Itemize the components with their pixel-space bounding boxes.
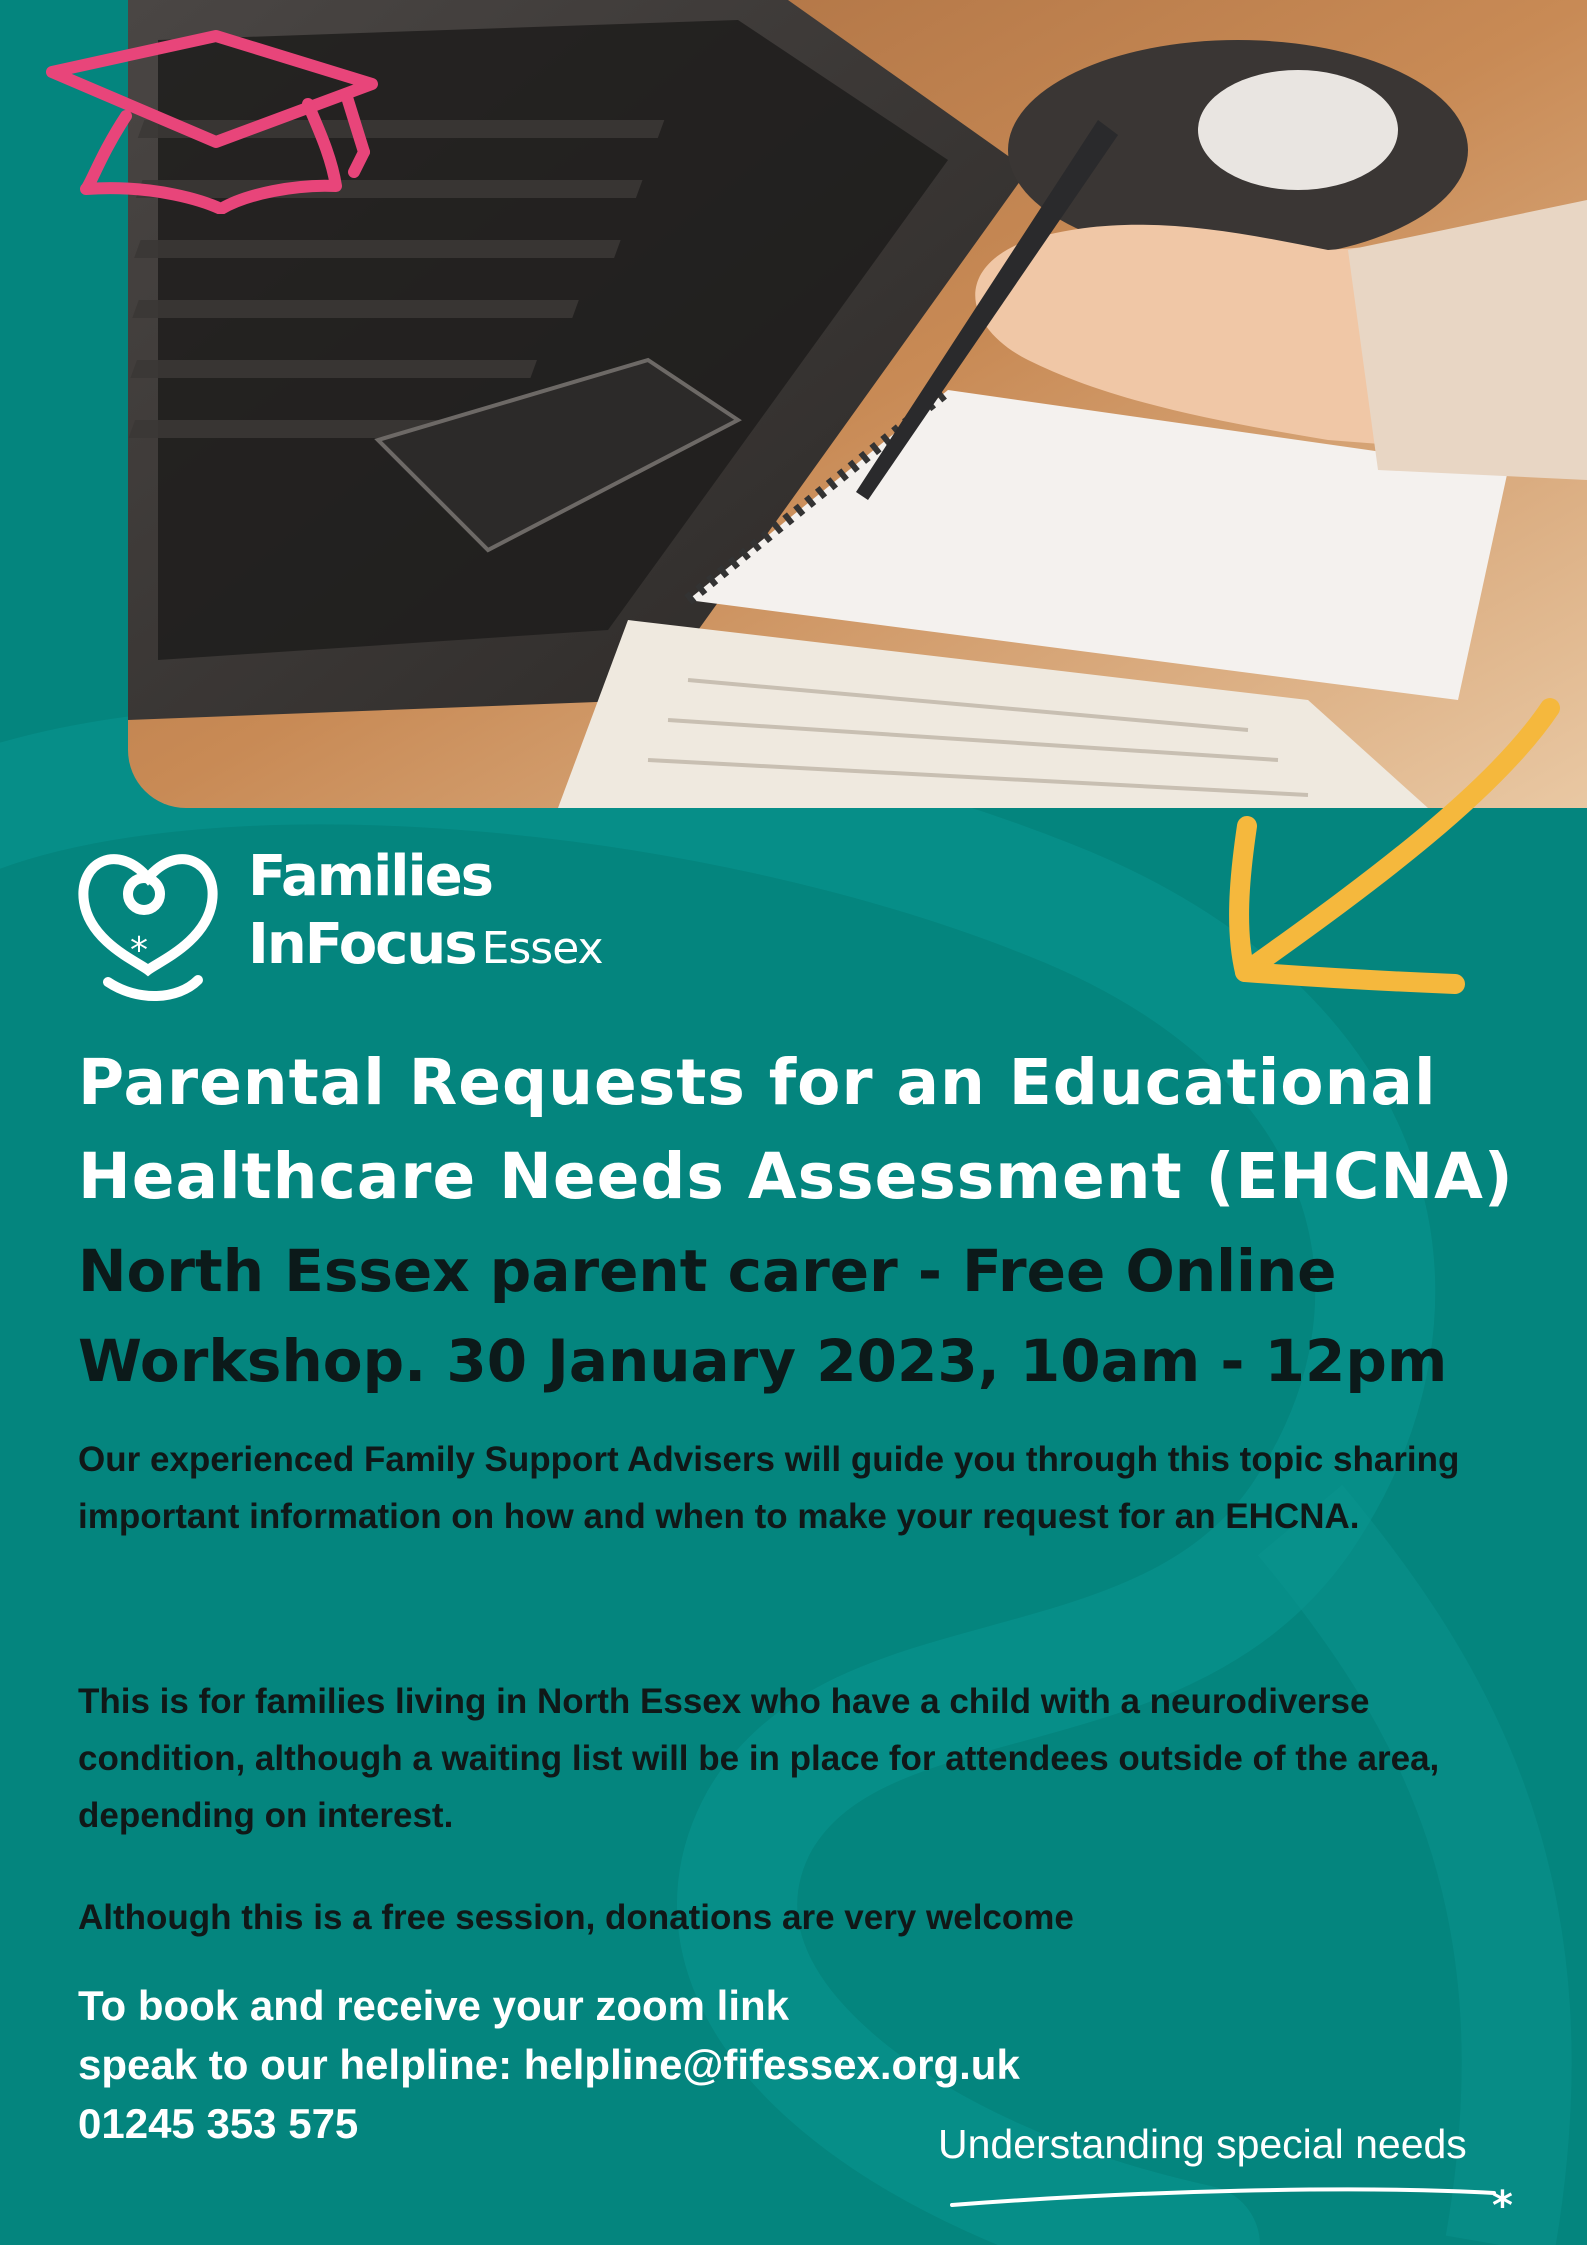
description-paragraph-2: This is for families living in North Essex who have a child with a neurodiverse condition, although a waiting list will be in place for attendees outside of the area, depending on interest. (78, 1682, 1440, 1835)
logo-families: Families (248, 844, 493, 909)
booking-line-1: To book and receive your zoom link (78, 1982, 790, 2029)
svg-text:*: * (130, 930, 148, 971)
booking-helpline: speak to our helpline: helpline@fifessex.org.uk (78, 2041, 1020, 2088)
tagline (934, 2121, 1574, 2221)
tagline-text: Understanding special needs (938, 2121, 1467, 2167)
svg-text:*: * (1492, 2183, 1513, 2223)
description-paragraph-1: Our experienced Family Support Advisers will guide you through this topic sharing important information on how and when to make your request for an EHCNA. (78, 1440, 1460, 1536)
asterisk-icon (934, 2173, 1534, 2223)
curved-arrow-icon (1205, 690, 1575, 1010)
booking-info (78, 1976, 1078, 2153)
logo-essex-text: Essex (481, 923, 603, 974)
families-infocus-logo (78, 842, 638, 1012)
page-title: Parental Requests for an Educational Healthcare Needs Assessment (EHCNA) (78, 1046, 1514, 1213)
donation-note: Although this is a free session, donations are very welcome (78, 1898, 1074, 1937)
logo-infocus (248, 912, 603, 977)
booking-phone: 01245 353 575 (78, 2100, 359, 2147)
graduation-cap-icon (46, 24, 391, 214)
event-subtitle: North Essex parent carer - Free Online Workshop. 30 January 2023, 10am - 12pm (78, 1237, 1448, 1395)
heart-person-logo-icon (78, 842, 218, 1007)
logo-infocus-text: InFocus (248, 912, 476, 977)
